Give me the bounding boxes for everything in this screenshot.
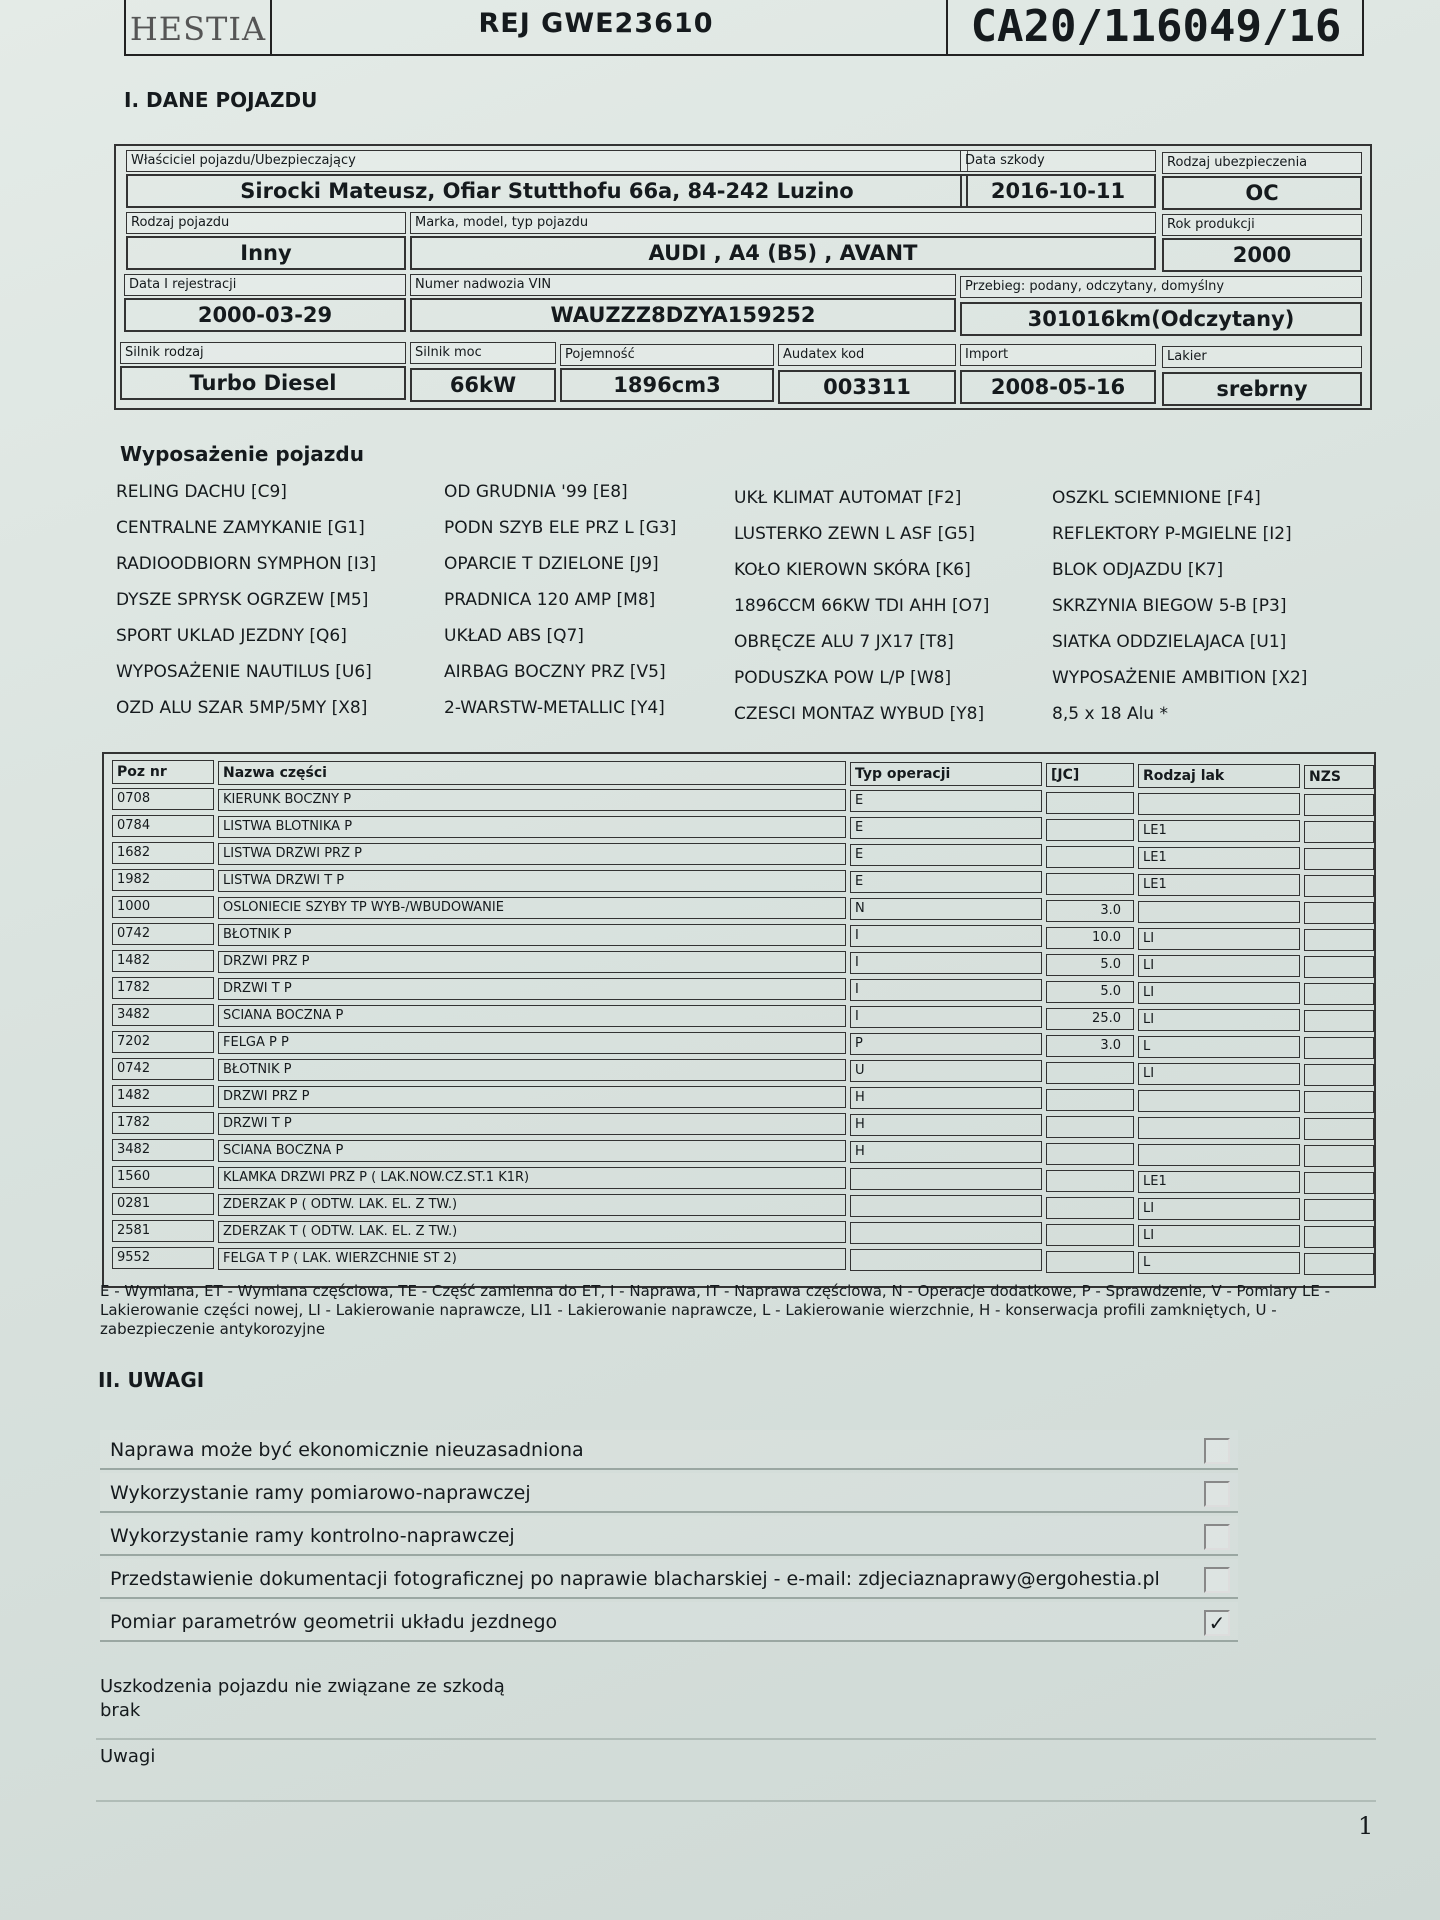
part-cell-pos: 1682 xyxy=(112,842,214,864)
equipment-item: PODUSZKA POW L/P [W8] xyxy=(734,668,952,688)
vehicle-type-label: Rodzaj pojazdu xyxy=(126,212,406,234)
capacity-label: Pojemność xyxy=(560,344,774,366)
unrelated-damage-label: Uszkodzenia pojazdu nie związane ze szkodą xyxy=(100,1676,505,1697)
notes-label: Uwagi xyxy=(100,1746,156,1767)
part-cell-paint: LI xyxy=(1138,1063,1300,1085)
part-cell-op: I xyxy=(850,952,1042,974)
paint-label: Lakier xyxy=(1162,346,1362,368)
part-cell-name: FELGA P P xyxy=(218,1032,846,1054)
part-cell-op: E xyxy=(850,844,1042,866)
equipment-item: PRADNICA 120 AMP [M8] xyxy=(444,590,656,610)
part-cell-jc: 25.0 xyxy=(1046,1008,1134,1030)
remark-label: Wykorzystanie ramy pomiarowo-naprawczej xyxy=(110,1482,531,1504)
part-cell-paint: LE1 xyxy=(1138,874,1300,896)
part-cell-jc: 5.0 xyxy=(1046,954,1134,976)
part-cell-name: KIERUNK BOCZNY P xyxy=(218,789,846,811)
remark-row xyxy=(100,1602,1238,1642)
vin-label: Numer nadwozia VIN xyxy=(410,274,956,296)
header-jc: [JC] xyxy=(1046,763,1134,787)
remark-checkbox[interactable] xyxy=(1204,1438,1230,1464)
remark-row xyxy=(100,1473,1238,1513)
part-cell-op: I xyxy=(850,979,1042,1001)
equipment-item: 1896CCM 66KW TDI AHH [O7] xyxy=(734,596,990,616)
part-cell-name: SCIANA BOCZNA P xyxy=(218,1140,846,1162)
part-cell-paint: LI xyxy=(1138,955,1300,977)
year-label: Rok produkcji xyxy=(1162,214,1362,236)
part-cell-name: LISTWA BLOTNIKA P xyxy=(218,816,846,838)
equipment-item: UKŁAD ABS [Q7] xyxy=(444,626,584,646)
part-cell-jc: 5.0 xyxy=(1046,981,1134,1003)
part-cell-name: FELGA T P ( LAK. WIERZCHNIE ST 2) xyxy=(218,1248,846,1270)
remark-row xyxy=(100,1516,1238,1556)
part-cell-op: P xyxy=(850,1033,1042,1055)
header-nzs: NZS xyxy=(1304,765,1374,789)
part-cell-op: E xyxy=(850,871,1042,893)
equipment-item: OPARCIE T DZIELONE [J9] xyxy=(444,554,659,574)
header-pos: Poz nr xyxy=(112,760,214,784)
equipment-item: OZD ALU SZAR 5MP/5MY [X8] xyxy=(116,698,368,718)
header-paint-type: Rodzaj lak xyxy=(1138,764,1300,788)
part-cell-op: I xyxy=(850,925,1042,947)
make-value: AUDI , A4 (B5) , AVANT xyxy=(410,236,1156,270)
equipment-item: UKŁ KLIMAT AUTOMAT [F2] xyxy=(734,488,962,508)
part-cell-jc: 3.0 xyxy=(1046,1035,1134,1057)
vin-value: WAUZZZ8DZYA159252 xyxy=(410,298,956,332)
part-cell-pos: 0708 xyxy=(112,788,214,810)
paint-value: srebrny xyxy=(1162,372,1362,406)
reg-date-value: 2000-03-29 xyxy=(124,298,406,332)
remark-label: Przedstawienie dokumentacji fotograficznej po naprawie blacharskiej - e-mail: zdjeciaznaprawy@ergohestia.pl xyxy=(110,1568,1160,1590)
part-cell-paint: LE1 xyxy=(1138,847,1300,869)
remark-row xyxy=(100,1430,1238,1470)
remark-checkbox[interactable] xyxy=(1204,1524,1230,1550)
audatex-label: Audatex kod xyxy=(778,344,956,366)
equipment-item: SPORT UKLAD JEZDNY [Q6] xyxy=(116,626,347,646)
power-value: 66kW xyxy=(410,368,556,402)
part-cell-pos: 1000 xyxy=(112,896,214,918)
audatex-value: 003311 xyxy=(778,370,956,404)
remark-row xyxy=(100,1559,1238,1599)
insurance-type-label: Rodzaj ubezpieczenia xyxy=(1162,152,1362,174)
hestia-logo: HESTIA xyxy=(126,0,272,54)
insurance-type-value: OC xyxy=(1162,176,1362,210)
part-cell-pos: 1982 xyxy=(112,869,214,891)
equipment-item: RADIOODBIORN SYMPHON [I3] xyxy=(116,554,377,574)
remark-checkbox[interactable] xyxy=(1204,1610,1230,1636)
part-cell-pos: 3482 xyxy=(112,1004,214,1026)
part-cell-pos: 1482 xyxy=(112,950,214,972)
operation-legend: E - Wymiana, ET - Wymiana częściowa, TE - Część zamienna do ET, I - Naprawa, IT - Naprawa częściowa, N - Operacje dodatkowe, P - Sprawdzenie, V - Pomiary LE - Lakierowanie części nowej, LI - Lakierowanie naprawcze, LI1 - Lakierowanie naprawcze, L - Lakierowanie wierzchnie, H - konserwacja profili zamkniętych, U - zabezpieczenie antykorozyjne xyxy=(100,1282,1331,1338)
part-cell-op: N xyxy=(850,898,1042,920)
part-cell-name: DRZWI PRZ P xyxy=(218,951,846,973)
equipment-item: OBRĘCZE ALU 7 JX17 [T8] xyxy=(734,632,954,652)
part-cell-pos: 0784 xyxy=(112,815,214,837)
section-vehicle-title: I. DANE POJAZDU xyxy=(124,88,318,112)
part-cell-name: BŁOTNIK P xyxy=(218,924,846,946)
part-cell-paint: LE1 xyxy=(1138,1171,1300,1193)
remark-label: Naprawa może być ekonomicznie nieuzasadniona xyxy=(110,1439,584,1461)
part-cell-paint: L xyxy=(1138,1252,1300,1274)
damage-date-label: Data szkody xyxy=(960,150,1156,172)
owner-label: Właściciel pojazdu/Ubezpieczający xyxy=(126,150,968,172)
equipment-title: Wyposażenie pojazdu xyxy=(120,442,364,466)
part-cell-paint: LI xyxy=(1138,1198,1300,1220)
year-value: 2000 xyxy=(1162,238,1362,272)
mileage-value: 301016km(Odczytany) xyxy=(960,302,1362,336)
part-cell-pos: 3482 xyxy=(112,1139,214,1161)
equipment-item: PODN SZYB ELE PRZ L [G3] xyxy=(444,518,677,538)
part-cell-op: H xyxy=(850,1141,1042,1163)
part-cell-pos: 1482 xyxy=(112,1085,214,1107)
part-cell-paint: L xyxy=(1138,1036,1300,1058)
owner-value: Sirocki Mateusz, Ofiar Stutthofu 66a, 84-242 Luzino xyxy=(126,174,968,208)
equipment-item: OSZKL SCIEMNIONE [F4] xyxy=(1052,488,1261,508)
part-cell-name: SCIANA BOCZNA P xyxy=(218,1005,846,1027)
equipment-item: SKRZYNIA BIEGOW 5-B [P3] xyxy=(1052,596,1287,616)
part-cell-paint: LE1 xyxy=(1138,820,1300,842)
make-label: Marka, model, typ pojazdu xyxy=(410,212,1156,234)
remark-label: Pomiar parametrów geometrii układu jezdnego xyxy=(110,1611,558,1633)
part-cell-name: LISTWA DRZWI PRZ P xyxy=(218,843,846,865)
equipment-item: KOŁO KIEROWN SKÓRA [K6] xyxy=(734,560,971,580)
equipment-item: REFLEKTORY P-MGIELNE [I2] xyxy=(1052,524,1292,544)
part-cell-pos: 0742 xyxy=(112,923,214,945)
part-cell-name: DRZWI T P xyxy=(218,978,846,1000)
power-label: Silnik moc xyxy=(410,342,556,364)
remark-label: Wykorzystanie ramy kontrolno-naprawczej xyxy=(110,1525,515,1547)
part-cell-name: DRZWI PRZ P xyxy=(218,1086,846,1108)
part-cell-paint: LI xyxy=(1138,982,1300,1004)
unrelated-damage-box xyxy=(96,1670,1376,1740)
remark-checkbox[interactable] xyxy=(1204,1481,1230,1507)
capacity-value: 1896cm3 xyxy=(560,368,774,402)
equipment-item: 2-WARSTW-METALLIC [Y4] xyxy=(444,698,665,718)
equipment-item: BLOK ODJAZDU [K7] xyxy=(1052,560,1224,580)
checkmark-icon: ✓ xyxy=(1208,1611,1226,1635)
part-cell-pos: 1782 xyxy=(112,1112,214,1134)
equipment-item: DYSZE SPRYSK OGRZEW [M5] xyxy=(116,590,369,610)
section-remarks-title: II. UWAGI xyxy=(98,1368,205,1392)
part-cell-pos: 2581 xyxy=(112,1220,214,1242)
part-cell-paint: LI xyxy=(1138,928,1300,950)
equipment-item: CENTRALNE ZAMYKANIE [G1] xyxy=(116,518,365,538)
import-value: 2008-05-16 xyxy=(960,370,1156,404)
part-cell-op: I xyxy=(850,1006,1042,1028)
equipment-item: OD GRUDNIA '99 [E8] xyxy=(444,482,628,502)
import-label: Import xyxy=(960,344,1156,366)
part-cell-name: KLAMKA DRZWI PRZ P ( LAK.NOW.CZ.ST.1 K1R) xyxy=(218,1167,846,1189)
part-cell-paint: LI xyxy=(1138,1009,1300,1031)
equipment-item: RELING DACHU [C9] xyxy=(116,482,287,502)
part-cell-pos: 0742 xyxy=(112,1058,214,1080)
unrelated-damage-value: brak xyxy=(100,1700,141,1721)
equipment-item: CZESCI MONTAZ WYBUD [Y8] xyxy=(734,704,985,724)
vehicle-type-value: Inny xyxy=(126,236,406,270)
part-cell-op: E xyxy=(850,790,1042,812)
part-cell-op: E xyxy=(850,817,1042,839)
notes-box xyxy=(96,1742,1376,1802)
part-cell-name: ZDERZAK P ( ODTW. LAK. EL. Z TW.) xyxy=(218,1194,846,1216)
part-cell-pos: 9552 xyxy=(112,1247,214,1269)
claim-number: CA20/116049/16 xyxy=(946,0,1364,54)
part-cell-name: LISTWA DRZWI T P xyxy=(218,870,846,892)
equipment-item: LUSTERKO ZEWN L ASF [G5] xyxy=(734,524,975,544)
part-cell-op: H xyxy=(850,1114,1042,1136)
damage-date-value: 2016-10-11 xyxy=(960,174,1156,208)
equipment-item: WYPOSAŻENIE AMBITION [X2] xyxy=(1052,668,1308,688)
remark-checkbox[interactable] xyxy=(1204,1567,1230,1593)
part-cell-paint: LI xyxy=(1138,1225,1300,1247)
part-cell-name: DRZWI T P xyxy=(218,1113,846,1135)
part-cell-pos: 7202 xyxy=(112,1031,214,1053)
part-cell-name: BŁOTNIK P xyxy=(218,1059,846,1081)
header-operation: Typ operacji xyxy=(850,762,1042,786)
part-cell-pos: 0281 xyxy=(112,1193,214,1215)
engine-type-value: Turbo Diesel xyxy=(120,366,406,400)
part-cell-pos: 1560 xyxy=(112,1166,214,1188)
engine-type-label: Silnik rodzaj xyxy=(120,342,406,364)
part-cell-jc: 10.0 xyxy=(1046,927,1134,949)
equipment-item: AIRBAG BOCZNY PRZ [V5] xyxy=(444,662,666,682)
part-cell-pos: 1782 xyxy=(112,977,214,999)
header-name: Nazwa części xyxy=(218,761,846,785)
mileage-label: Przebieg: podany, odczytany, domyślny xyxy=(960,276,1362,298)
equipment-item: SIATKA ODDZIELAJACA [U1] xyxy=(1052,632,1287,652)
part-cell-op: H xyxy=(850,1087,1042,1109)
registration-title: REJ GWE23610 xyxy=(478,8,714,39)
page-number: 1 xyxy=(1358,1812,1374,1840)
reg-date-label: Data I rejestracji xyxy=(124,274,406,296)
equipment-item: 8,5 x 18 Alu * xyxy=(1052,704,1168,724)
part-cell-op: U xyxy=(850,1060,1042,1082)
equipment-item: WYPOSAŻENIE NAUTILUS [U6] xyxy=(116,662,372,682)
part-cell-jc: 3.0 xyxy=(1046,900,1134,922)
part-cell-name: OSLONIECIE SZYBY TP WYB-/WBUDOWANIE xyxy=(218,897,846,919)
part-cell-name: ZDERZAK T ( ODTW. LAK. EL. Z TW.) xyxy=(218,1221,846,1243)
